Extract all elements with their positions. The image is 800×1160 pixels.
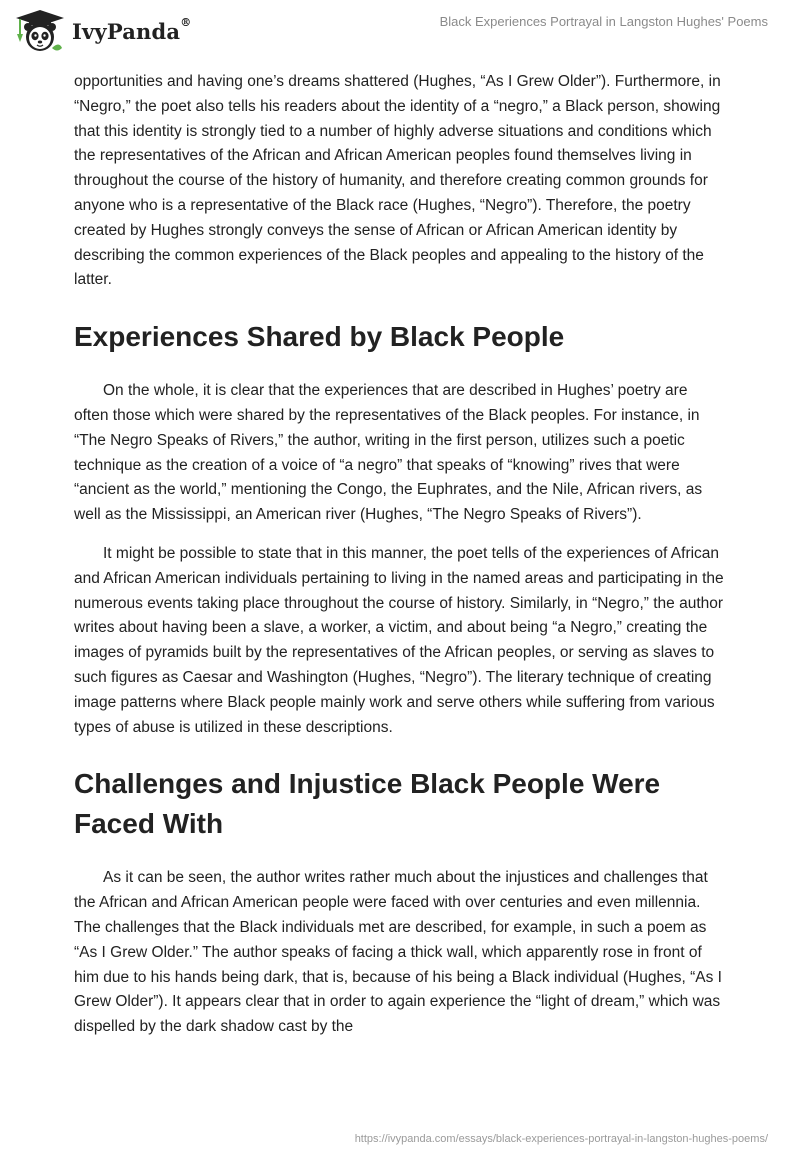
- ivypanda-logo[interactable]: [14, 8, 191, 54]
- essay-content: [74, 70, 726, 1040]
- document-title: Black Experiences Portrayal in Langston Hughes' Poems: [439, 14, 768, 29]
- body-paragraph: It might be possible to state that in this manner, the poet tells of the experiences of African and African American individuals pertaining to living in the named areas and participating in the numerous events taking place throughout the course of history. Similarly, in “Negro,” the author writes about having been a slave, a worker, a victim, and about being “a Negro,” creating the images of pyramids built by the representatives of the African peoples, or serving as slaves to such figures as Caesar and Washington (Hughes, “Negro”). The literary technique of creating image patterns where Black people mainly work and serve others while suffering from various types of abuse is utilized in these descriptions.: [74, 544, 724, 736]
- registered-mark: ®: [180, 15, 192, 29]
- brand-name-text: IvyPanda: [72, 18, 181, 44]
- brand-name: [72, 15, 192, 44]
- body-paragraph: As it can be seen, the author writes rather much about the injustices and challenges that the African and African American people were faced with over centuries and even millennia. The challenges that the Black individuals met are described, for example, in such a poem as “As I Grew Older.” The author speaks of facing a thick wall, which apparently rose in front of him due to his hands being dark, that is, because of his being a Black individual (Hughes, “As I Grew Older”). It appears clear that in order to again experience the “light of dream,” which was dispelled by the dark shadow cast by the: [74, 869, 722, 1036]
- intro-paragraph: opportunities and having one’s dreams shattered (Hughes, “As I Grew Older”). Furthermore, in “Negro,” the poet also tells his readers about the identity of a “negro,” a Black person, showing that this identity is strongly tied to a number of highly adverse situations and conditions which the representatives of the African and African American peoples found themselves living in throughout the course of the history of humanity, and therefore creating common grounds for anyone who is a representative of the Black race (Hughes, “Negro”). Therefore, the poetry created by Hughes strongly conveys the sense of African or African American identity by describing the common experiences of the Black peoples and appealing to the history of the latter.: [74, 73, 721, 289]
- section-heading: Experiences Shared by Black People: [74, 321, 565, 353]
- section-heading: Challenges and Injustice Black People Were Faced With: [74, 768, 661, 840]
- body-paragraph: On the whole, it is clear that the experiences that are described in Hughes’ poetry are often those which were shared by the representatives of the Black peoples. For instance, in “The Negro Speaks of Rivers,” the author, writing in the first person, utilizes such a poetic technique as the creation of a voice of “a negro” that speaks of “knowing” rives that were “ancient as the world,” mentioning the Congo, the Euphrates, and the Nile, African rivers, as well as the Mississippi, an American river (Hughes, “The Negro Speaks of Rivers”).: [74, 382, 703, 524]
- source-url[interactable]: https://ivypanda.com/essays/black-experiences-portrayal-in-langston-hughes-poems/: [354, 1133, 768, 1145]
- page-header: [0, 0, 800, 60]
- panda-graduate-icon: [14, 8, 66, 54]
